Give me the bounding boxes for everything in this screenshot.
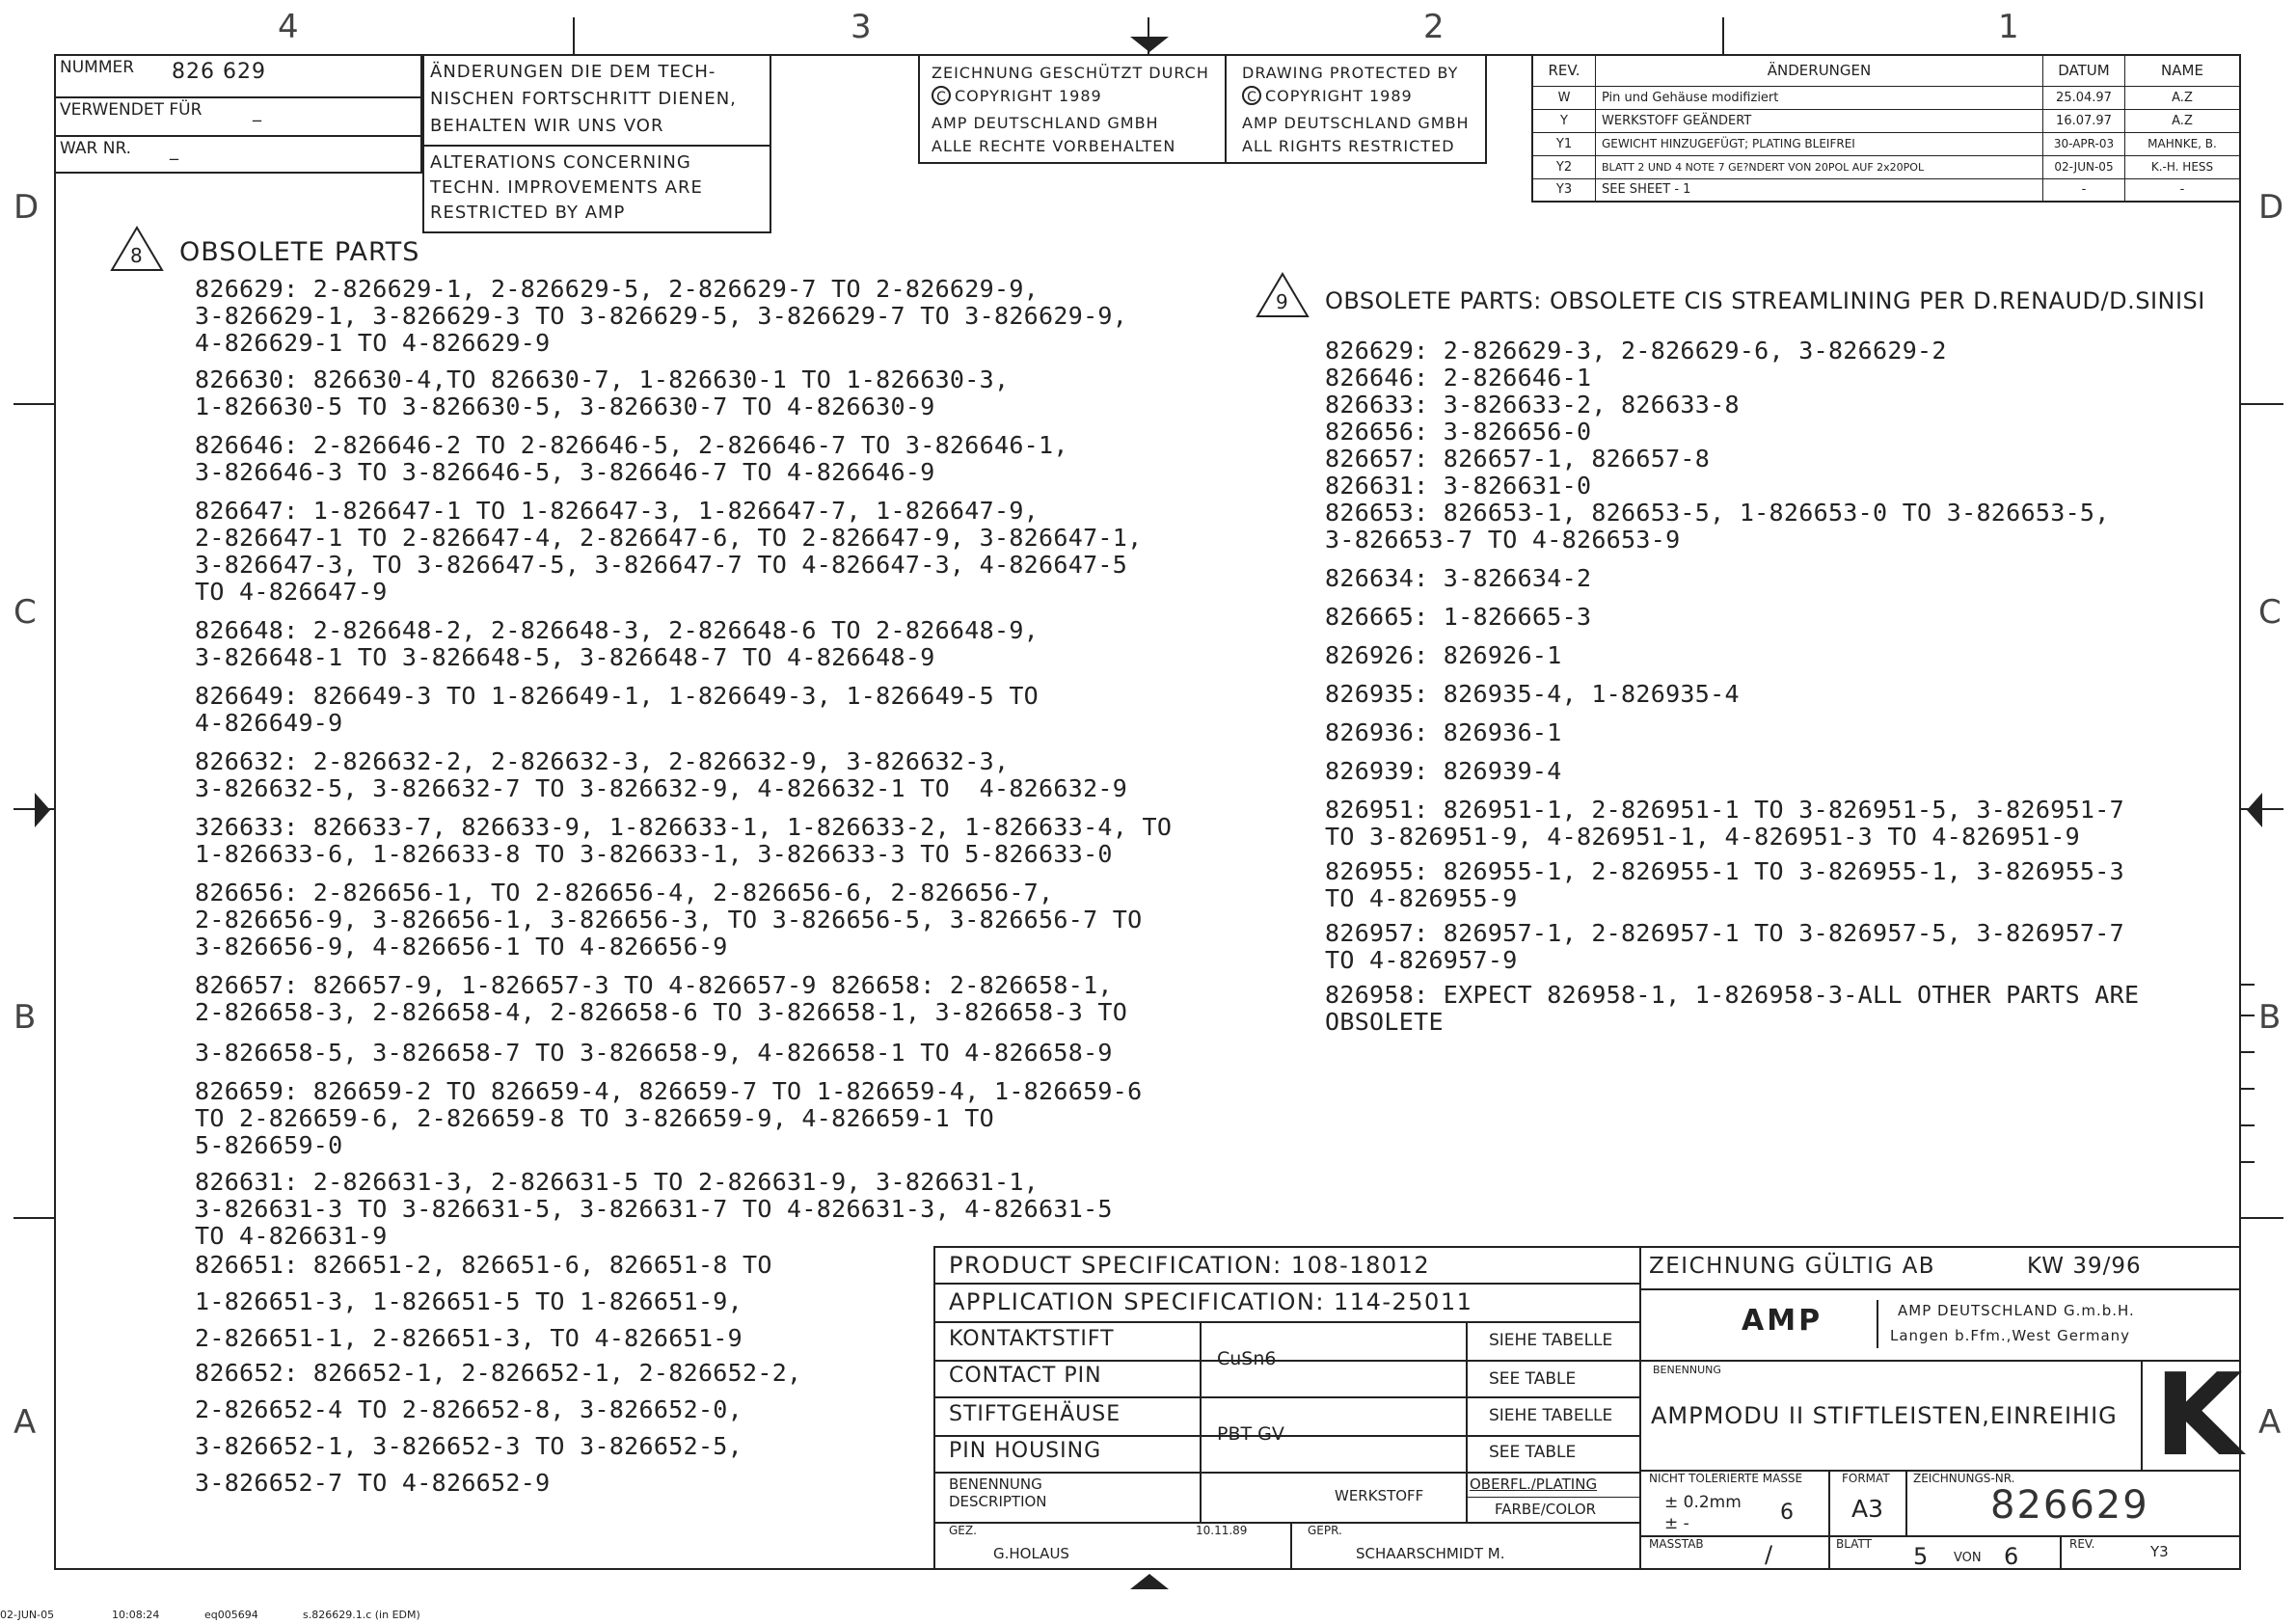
note-entry-line: 826651: 826651-2, 826651-6, 826651-8 TO [195,1251,772,1279]
date-header: DATUM [2043,55,2125,86]
revision-letter: K [2154,1348,2243,1481]
note-entry [1325,642,2231,669]
note-entry [195,880,1217,961]
note-entry [195,972,1217,1026]
note-entry-line: 5-826659-0 [195,1131,343,1159]
note-entry-line: 826955: 826955-1, 2-826955-1 TO 3-826955-1, 3-826955-3 [1325,857,2124,885]
war-value: _ [170,141,178,161]
see-table-pin: SEE TABLE [1489,1369,1577,1389]
zone-label-right-D: D [2258,188,2284,227]
note-entry-line: 3-826648-1 TO 3-826648-5, 3-826648-7 TO 4-826648-9 [195,643,935,671]
von-value: 6 [2004,1543,2019,1570]
note-entry [1325,565,2231,592]
note-entry-line: 826656: 3-826656-0 [1325,418,1592,446]
footer-date: 02-JUN-05 [0,1609,55,1621]
edge-mark [2241,1015,2255,1016]
gepr-name: SCHAARSCHMIDT M. [1356,1545,1505,1562]
note-entry-line: 2-826651-1, 2-826651-3, TO 4-826651-9 [195,1324,743,1352]
note-entry-line: 3-826631-3 TO 3-826631-5, 3-826631-7 TO 4-826631-3, 4-826631-5 [195,1195,1113,1223]
protect-de-line3: AMP DEUTSCHLAND GMBH [932,114,1159,132]
note-entry-line: TO 4-826647-9 [195,578,388,606]
note-entry-line: 826936: 826936-1 [1325,718,1562,746]
rev-change: SEE SHEET - 1 [1596,178,2043,202]
rev-change: GEWICHT HINZUGEFÜGT; PLATING BLEIFREI [1596,132,2043,155]
rev-change: Pin und Gehäuse modifiziert [1596,86,2043,109]
note-entry-line: 1-826633-6, 1-826633-8 TO 3-826633-1, 3-826633-3 TO 5-826633-0 [195,840,1113,868]
werkstoff-label: WERKSTOFF [1335,1487,1424,1504]
tolerance-line2: ± - [1664,1514,1689,1533]
note-entry-line: 326633: 826633-7, 826633-9, 1-826633-1, 1-826633-2, 1-826633-4, TO [195,813,1173,841]
zone-tick [1722,17,1724,54]
rev-id: Y1 [1532,132,1596,155]
note-entry-line: 826951: 826951-1, 2-826951-1 TO 3-826951-5, 3-826951-7 [1325,796,2124,824]
farbe-color-label: FARBE/COLOR [1495,1501,1597,1518]
von-label: VON [1954,1551,1982,1565]
pin-housing-label: PIN HOUSING [949,1439,1102,1463]
note-entry-line: 3-826632-5, 3-826632-7 TO 3-826632-9, 4-826632-1 TO 4-826632-9 [195,774,1128,802]
note-entry [195,683,1217,737]
note-entry-line: 826633: 3-826633-2, 826633-8 [1325,391,1740,419]
note-entry-line: 3-826653-7 TO 4-826653-9 [1325,526,1681,554]
note-entry-line: 826646: 2-826646-2 TO 2-826646-5, 2-826646-7 TO 3-826646-1, [195,431,1068,459]
material-housing: PBT GV [1217,1423,1284,1445]
note-entry-line: 3-826652-1, 3-826652-3 TO 3-826652-5, [195,1432,743,1460]
material-pin: CuSn6 [1217,1348,1277,1369]
note-entry-line: 826935: 826935-4, 1-826935-4 [1325,680,1740,708]
note-entry [1325,681,2231,708]
drawing-number-label: ZEICHNUNGS-NR. [1913,1472,2015,1485]
zone-tick [573,17,575,54]
note-entry-line: 3-826646-3 TO 3-826646-5, 3-826646-7 TO 4-826646-9 [195,458,935,486]
zone-label-left-A: A [14,1403,37,1442]
edge-mark [2241,984,2255,986]
note-entry [1325,338,2231,554]
zone-label-left-B: B [14,998,37,1037]
centering-arrow-top-icon [1130,35,1169,54]
benennung-label: BENENNUNG [1653,1364,1721,1376]
note-entry-line: TO 4-826955-9 [1325,884,1518,912]
amp-logo: AMP [1742,1304,1823,1338]
benennung-small: BENENNUNG [949,1475,1042,1493]
massstab-value: / [1765,1541,1773,1568]
zone-label-left-D: D [14,188,40,227]
blatt-label: BLATT [1836,1537,1872,1551]
rev-name: - [2125,178,2241,202]
note-entry [195,748,1217,802]
changes-de-line3: BEHALTEN WIR UNS VOR [430,116,664,136]
changes-en-line3: RESTRICTED BY AMP [430,203,626,223]
rev-date: 25.04.97 [2043,86,2125,109]
note-entry-line: OBSOLETE [1325,1008,1444,1036]
note-entry-line: 826652: 826652-1, 2-826652-1, 2-826652-2, [195,1359,802,1387]
zone-label-top-2: 2 [1423,8,1445,46]
note-8-number: 8 [130,244,143,267]
tolerance-value: 6 [1780,1501,1794,1525]
revision-row [1532,132,2240,155]
note-entry [195,366,1217,420]
changes-header: ÄNDERUNGEN [1596,55,2043,86]
zone-tick [2241,403,2283,405]
revision-row [1532,178,2240,202]
note-entry-line: 2-826658-3, 2-826658-4, 2-826658-6 TO 3-826658-1, 3-826658-3 TO [195,998,1128,1026]
edge-mark [2241,1088,2255,1090]
stiftgehaeuse-label: STIFTGEHÄUSE [949,1402,1121,1426]
note-entry [1325,719,2231,746]
rev-id: W [1532,86,1596,109]
note-entry-line: 826632: 2-826632-2, 2-826632-3, 2-826632-9, 3-826632-3, [195,747,1010,775]
benennung-value: AMPMODU II STIFTLEISTEN,EINREIHIG [1651,1402,2118,1429]
note-entry [195,432,1217,486]
copyright-icon: C [1242,86,1261,105]
note-entry-line: 4-826629-1 TO 4-826629-9 [195,329,551,357]
rev-id: Y [1532,109,1596,132]
protect-de-line4: ALLE RECHTE VORBEHALTEN [932,137,1176,155]
note-entry-line: 826631: 3-826631-0 [1325,472,1592,500]
note-entry [1325,797,2231,851]
note-entry-line: 826657: 826657-1, 826657-8 [1325,445,1711,473]
changes-en-line2: TECHN. IMPROVEMENTS ARE [430,177,703,198]
rev-name: A.Z [2125,109,2241,132]
protect-en-line1: DRAWING PROTECTED BY [1242,64,1459,82]
rev-name: MAHNKE, B. [2125,132,2241,155]
note-entry-line: 1-826651-3, 1-826651-5 TO 1-826651-9, [195,1287,743,1315]
note-9-number: 9 [1276,290,1288,313]
centering-arrow-bottom-icon [1130,1572,1169,1591]
note-entry-line: 826646: 2-826646-1 [1325,364,1592,392]
see-table-housing: SEE TABLE [1489,1443,1577,1462]
zone-label-top-1: 1 [1998,8,2019,46]
note-entry [195,617,1217,671]
note-entry-line: TO 3-826951-9, 4-826951-1, 4-826951-3 TO 4-826951-9 [1325,823,2080,851]
footer-id: eq005694 [204,1609,258,1621]
note-entry-line: 826629: 2-826629-1, 2-826629-5, 2-826629-7 TO 2-826629-9, [195,275,1040,303]
changes-de-line1: ÄNDERUNGEN DIE DEM TECH- [430,62,716,82]
note-entry-line: 826665: 1-826665-3 [1325,603,1592,631]
rev-date: 16.07.97 [2043,109,2125,132]
zone-label-left-C: C [14,593,37,632]
tolerance-line1: ± 0.2mm [1664,1493,1742,1512]
note-entry [1325,758,2231,785]
verwendet-value: _ [253,102,261,122]
edge-mark [2241,1161,2255,1163]
format-label: FORMAT [1842,1472,1890,1485]
note-8-title: OBSOLETE PARTS [179,237,420,267]
rev-id: Y2 [1532,155,1596,178]
gez-name: G.HOLAUS [993,1545,1069,1562]
note-entry [195,276,1217,357]
note-entry-line: TO 4-826631-9 [195,1222,388,1250]
note-entry-line: 826656: 2-826656-1, TO 2-826656-4, 2-826656-6, 2-826656-7, [195,879,1054,907]
rev-change: BLATT 2 UND 4 NOTE 7 GE?NDERT VON 20POL AUF 2x20POL [1596,155,2043,178]
note-entry-line: 3-826647-3, TO 3-826647-5, 3-826647-7 TO 4-826647-3, 4-826647-5 [195,551,1128,579]
protect-en-line2: COPYRIGHT 1989 [1265,87,1413,105]
product-specification: PRODUCT SPECIFICATION: 108-18012 [949,1252,1431,1279]
edge-mark [2241,1124,2255,1126]
note-entry-line: 4-826649-9 [195,709,343,737]
changes-de-line2: NISCHEN FORTSCHRITT DIENEN, [430,89,737,109]
verwendet-label: VERWENDET FÜR [60,100,203,120]
blatt-value: 5 [1913,1543,1929,1570]
zone-label-top-3: 3 [851,8,872,46]
note-entry-line: 3-826656-9, 4-826656-1 TO 4-826656-9 [195,933,728,961]
note-entry-line: 3-826629-1, 3-826629-3 TO 3-826629-5, 3-826629-7 TO 3-826629-9, [195,302,1128,330]
revision-row [1532,86,2240,109]
protect-en-line3: AMP DEUTSCHLAND GMBH [1242,114,1470,132]
rev-value: Y3 [2150,1543,2169,1560]
zone-label-top-4: 4 [278,8,299,46]
zeichnung-gueltig: ZEICHNUNG GÜLTIG AB [1649,1254,1936,1279]
note-entry-line: TO 2-826659-6, 2-826659-8 TO 3-826659-9, 4-826659-1 TO [195,1104,994,1132]
note-entry-line: 826939: 826939-4 [1325,757,1562,785]
description-small: DESCRIPTION [949,1493,1047,1510]
zone-label-right-B: B [2258,998,2282,1037]
edge-mark [2241,1051,2255,1053]
rev-change: WERKSTOFF GEÄNDERT [1596,109,2043,132]
massstab-label: MASSTAB [1649,1537,1704,1551]
note-entry-line: 2-826652-4 TO 2-826652-8, 3-826652-0, [195,1395,743,1423]
gepr-label: GEPR. [1308,1524,1342,1537]
note-entry-line: 2-826647-1 TO 2-826647-4, 2-826647-6, TO 2-826647-9, 3-826647-1, [195,524,1143,552]
note-entry-line: 3-826652-7 TO 4-826652-9 [195,1469,551,1497]
contact-pin-label: CONTACT PIN [949,1364,1102,1388]
note-entry-line: 826647: 1-826647-1 TO 1-826647-3, 1-826647-7, 1-826647-9, [195,497,1040,525]
note-entry [195,814,1217,868]
note-entry [1325,604,2231,631]
company-location: Langen b.Ffm.,West Germany [1890,1327,2131,1344]
rev-label: REV. [2069,1537,2095,1551]
zone-tick [14,1217,54,1219]
gez-date: 10.11.89 [1196,1524,1248,1537]
drawing-number-value: 826629 [1990,1483,2149,1528]
note-entry [1325,920,2231,974]
footer-time: 10:08:24 [112,1609,160,1621]
kontaktstift-label: KONTAKTSTIFT [949,1327,1115,1351]
rev-date: 30-APR-03 [2043,132,2125,155]
zone-label-right-C: C [2258,593,2282,632]
rev-date: - [2043,178,2125,202]
name-header: NAME [2125,55,2241,86]
note-entry [1325,982,2231,1036]
nummer-label: NUMMER [60,58,135,77]
note-entry-line: 826958: EXPECT 826958-1, 1-826958-3-ALL OTHER PARTS ARE [1325,981,2140,1009]
protect-de-line2: COPYRIGHT 1989 [955,87,1102,105]
changes-en-line1: ALTERATIONS CONCERNING [430,152,691,173]
note-entry-line: 826648: 2-826648-2, 2-826648-3, 2-826648-6 TO 2-826648-9, [195,616,1040,644]
rev-name: A.Z [2125,86,2241,109]
protect-de-line1: ZEICHNUNG GESCHÜTZT DURCH [932,64,1209,82]
note-entry-line: 826630: 826630-4,TO 826630-7, 1-826630-1 TO 1-826630-3, [195,365,1010,393]
note-entry-line: TO 4-826957-9 [1325,946,1518,974]
company-name: AMP DEUTSCHLAND G.m.b.H. [1898,1302,2135,1319]
note-entry [195,1078,1217,1159]
note-entry-line: 826957: 826957-1, 2-826957-1 TO 3-826957-5, 3-826957-7 [1325,919,2124,947]
revision-row [1532,155,2240,178]
kw-value: KW 39/96 [2027,1254,2142,1279]
zone-label-right-A: A [2258,1403,2282,1442]
note-entry-line: 2-826656-9, 3-826656-1, 3-826656-3, TO 3-826656-5, 3-826656-7 TO [195,906,1143,934]
note-entry-line: 1-826630-5 TO 3-826630-5, 3-826630-7 TO 4-826630-9 [195,392,935,420]
footer-file: s.826629.1.c (in EDM) [303,1609,420,1621]
note-entry-line: 826631: 2-826631-3, 2-826631-5 TO 2-826631-9, 3-826631-1, [195,1168,1040,1196]
note-entry [195,1040,1217,1067]
note-entry-line: 3-826658-5, 3-826658-7 TO 3-826658-9, 4-826658-1 TO 4-826658-9 [195,1039,1113,1067]
centering-arrow-right-icon [2245,793,2264,827]
format-value: A3 [1851,1495,1884,1523]
siehe-tabelle-housing: SIEHE TABELLE [1489,1406,1613,1425]
application-specification: APPLICATION SPECIFICATION: 114-25011 [949,1288,1473,1315]
gez-label: GEZ. [949,1524,977,1537]
note-9-title: OBSOLETE PARTS: OBSOLETE CIS STREAMLINING PER D.RENAUD/D.SINISI [1325,287,2205,314]
note-entry [1325,858,2231,912]
nummer-value: 826 629 [172,60,266,84]
war-label: WAR NR. [60,139,132,158]
note-entry-line: 826649: 826649-3 TO 1-826649-1, 1-826649-3, 1-826649-5 TO [195,682,1040,710]
centering-arrow-left-icon [33,793,52,827]
note-entry [195,498,1217,606]
revision-table [1531,54,2241,203]
zone-tick [2241,1217,2283,1219]
copyright-icon: C [932,86,951,105]
note-entry [195,1169,1217,1250]
note-entry-line: 826653: 826653-1, 826653-5, 1-826653-0 TO 3-826653-5, [1325,499,2110,527]
rev-header: REV. [1532,55,1596,86]
zone-tick [14,403,54,405]
tolerance-label: NICHT TOLERIERTE MASSE [1649,1472,1803,1485]
rev-date: 02-JUN-05 [2043,155,2125,178]
note-entry-line: 826657: 826657-9, 1-826657-3 TO 4-826657-9 826658: 2-826658-1, [195,971,1113,999]
note-entry-line: 826634: 3-826634-2 [1325,564,1592,592]
note-entry-line: 826629: 2-826629-3, 2-826629-6, 3-826629-2 [1325,337,1947,365]
note-entry-line: 826926: 826926-1 [1325,641,1562,669]
note-entry-line: 826659: 826659-2 TO 826659-4, 826659-7 TO 1-826659-4, 1-826659-6 [195,1077,1143,1105]
note-9-entries [1325,338,2231,1036]
rev-name: K.-H. HESS [2125,155,2241,178]
protect-en-line4: ALL RIGHTS RESTRICTED [1242,137,1455,155]
rev-id: Y3 [1532,178,1596,202]
oberfl-plating-label: OBERFL./PLATING [1470,1475,1598,1493]
revision-row [1532,109,2240,132]
siehe-tabelle-pin: SIEHE TABELLE [1489,1331,1613,1350]
